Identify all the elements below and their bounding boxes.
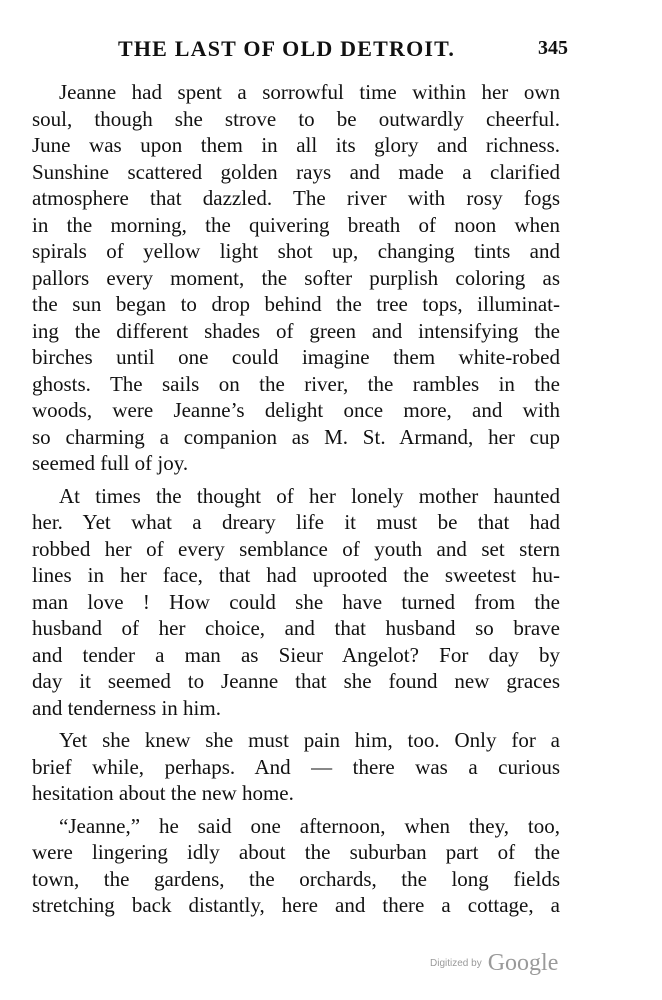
paragraph-1 (32, 79, 560, 477)
text-line: “Jeanne,” he said one afternoon, when they, too, (59, 813, 560, 838)
text-line: brief while, perhaps. And — there was a curious (32, 754, 560, 779)
text-line: birches until one could imagine them white-robed (32, 345, 560, 369)
text-line: Yet she knew she must pain him, too. Only for a (59, 728, 560, 752)
text-line: were lingering idly about the suburban part of the (32, 840, 560, 864)
text-line: ing the different shades of green and intensifying the (32, 318, 560, 343)
text-line: June was upon them in all its glory and richness. (32, 133, 560, 157)
text-line: in the morning, the quivering breath of noon when (32, 212, 560, 237)
text-line: soul, though she strove to be outwardly cheerful. (32, 106, 560, 131)
text-line: so charming a companion as M. St. Armand, her cup (32, 424, 560, 449)
text-line: Jeanne had spent a sorrowful time within her own (59, 80, 560, 104)
watermark-logo: Google (487, 950, 559, 976)
text-line: robbed her of every semblance of youth and set stern (32, 536, 560, 561)
body-text (32, 79, 560, 919)
text-line: day it seemed to Jeanne that she found new graces (32, 669, 560, 693)
text-line: At times the thought of her lonely mother haunted (59, 483, 560, 508)
page-number: 345 (538, 37, 568, 59)
text-line: lines in her face, that had uprooted the sweetest hu- (32, 563, 560, 587)
text-line: and tenderness in him. (32, 695, 221, 720)
text-line: atmosphere that dazzled. The river with rosy fogs (32, 186, 560, 210)
text-line: woods, were Jeanne’s delight once more, and with (32, 398, 560, 422)
text-line: hesitation about the new home. (32, 781, 294, 805)
paragraph-4 (32, 813, 560, 919)
text-line: Sunshine scattered golden rays and made a clarified (32, 159, 560, 184)
running-title: THE LAST OF OLD DETROIT. (118, 36, 456, 61)
text-line: husband of her choice, and that husband so brave (32, 616, 560, 640)
text-line: the sun began to drop behind the tree tops, illuminat- (32, 292, 560, 316)
watermark-prefix: Digitized by (430, 958, 482, 969)
text-line: pallors every moment, the softer purplish coloring as (32, 265, 560, 290)
text-line: town, the gardens, the orchards, the long fields (32, 866, 560, 891)
text-line: spirals of yellow light shot up, changing tints and (32, 239, 560, 263)
digitization-watermark (430, 950, 558, 977)
paragraph-3 (32, 727, 560, 807)
text-line: her. Yet what a dreary life it must be that had (32, 510, 560, 534)
page-header (118, 36, 568, 66)
text-line: stretching back distantly, here and there a cottage, a (32, 893, 560, 917)
text-line: and tender a man as Sieur Angelot? For day by (32, 642, 560, 667)
text-line: seemed full of joy. (32, 451, 189, 475)
text-line: man love ! How could she have turned from the (32, 589, 560, 614)
text-line: ghosts. The sails on the river, the rambles in the (32, 371, 560, 396)
paragraph-2 (32, 483, 560, 722)
